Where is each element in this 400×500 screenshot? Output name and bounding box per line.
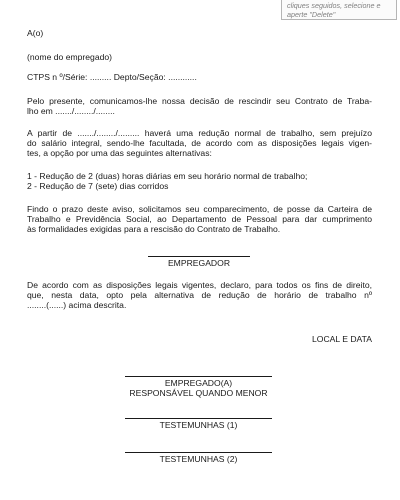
guardian-label: RESPONSÁVEL QUANDO MENOR <box>129 388 268 398</box>
paragraph-reduction <box>27 128 372 158</box>
paragraph-reduction-line-3: tes, a opção por uma das seguintes alternativas: <box>27 148 212 158</box>
option-item-2: 2 - Redução de 7 (sete) dias corridos <box>27 181 169 191</box>
recipient-line <box>27 28 372 38</box>
instruction-hint-text: cliques seguidos, selecione e aperte "Delete" <box>287 1 381 19</box>
paragraph-declaration-line-3: ........(......) acima descrita. <box>27 300 127 310</box>
paragraph-notice-line-2: lho em ......./......../........ <box>27 106 115 116</box>
paragraph-declaration-line-2: que, nesta data, opto pela alternativa de redução de horário de trabalho nº <box>27 290 372 300</box>
option-item-1: 1 - Redução de 2 (duas) horas diárias em seu horário normal de trabalho; <box>27 171 308 181</box>
paragraph-reduction-line-2: do salário integral, sendo-lhe facultada, de acordo com as disposições legais vigen- <box>27 138 372 148</box>
paragraph-declaration <box>27 280 372 310</box>
employer-label: EMPREGADOR <box>167 258 231 268</box>
place-date-label: LOCAL E DATA <box>311 334 372 344</box>
ctps-department-field: CTPS n º/Série: ......... Depto/Seção: ............ <box>27 72 197 82</box>
paragraph-attendance-line-1: Findo o prazo deste aviso, solicitamos seu comparecimento, de posse da Carteira de <box>27 204 372 214</box>
paragraph-notice <box>27 96 372 116</box>
recipient-label: A(o) <box>27 28 44 38</box>
employee-name-line <box>27 52 372 62</box>
paragraph-notice-line-1: Pelo presente, comunicamos-lhe nossa decisão de rescindir seu Contrato de Traba- <box>27 96 372 106</box>
options-list <box>27 171 372 191</box>
employee-name-placeholder: (nome do empregado) <box>27 52 113 62</box>
paragraph-reduction-line-1: A partir de ......./......../......... haverá uma redução normal de trabalho, sem prejuízo <box>27 128 372 138</box>
employer-signature-line <box>148 256 250 257</box>
paragraph-declaration-line-1: De acordo com as disposições legais vigentes, declaro, para todos os fins de direito, <box>27 280 372 290</box>
witness-1-label: TESTEMUNHAS (1) <box>159 420 238 430</box>
instruction-hint-box <box>281 0 397 20</box>
witness-1-signature-line <box>125 418 272 419</box>
place-date-line <box>27 334 372 344</box>
witness-2-signature-line <box>125 452 272 453</box>
paragraph-attendance-line-2: Trabalho e Previdência Social, ao Departamento de Pessoal para dar cumprimento <box>27 214 372 224</box>
employee-label: EMPREGADO(A) <box>164 378 233 388</box>
employee-signature-block <box>105 378 292 398</box>
ctps-line <box>27 72 372 82</box>
witness-2-label: TESTEMUNHAS (2) <box>159 454 238 464</box>
employee-signature-line <box>125 376 272 377</box>
paragraph-attendance-line-3: às formalidades exigidas para a rescisão do Contrato de Trabalho. <box>27 224 281 234</box>
paragraph-attendance <box>27 204 372 234</box>
